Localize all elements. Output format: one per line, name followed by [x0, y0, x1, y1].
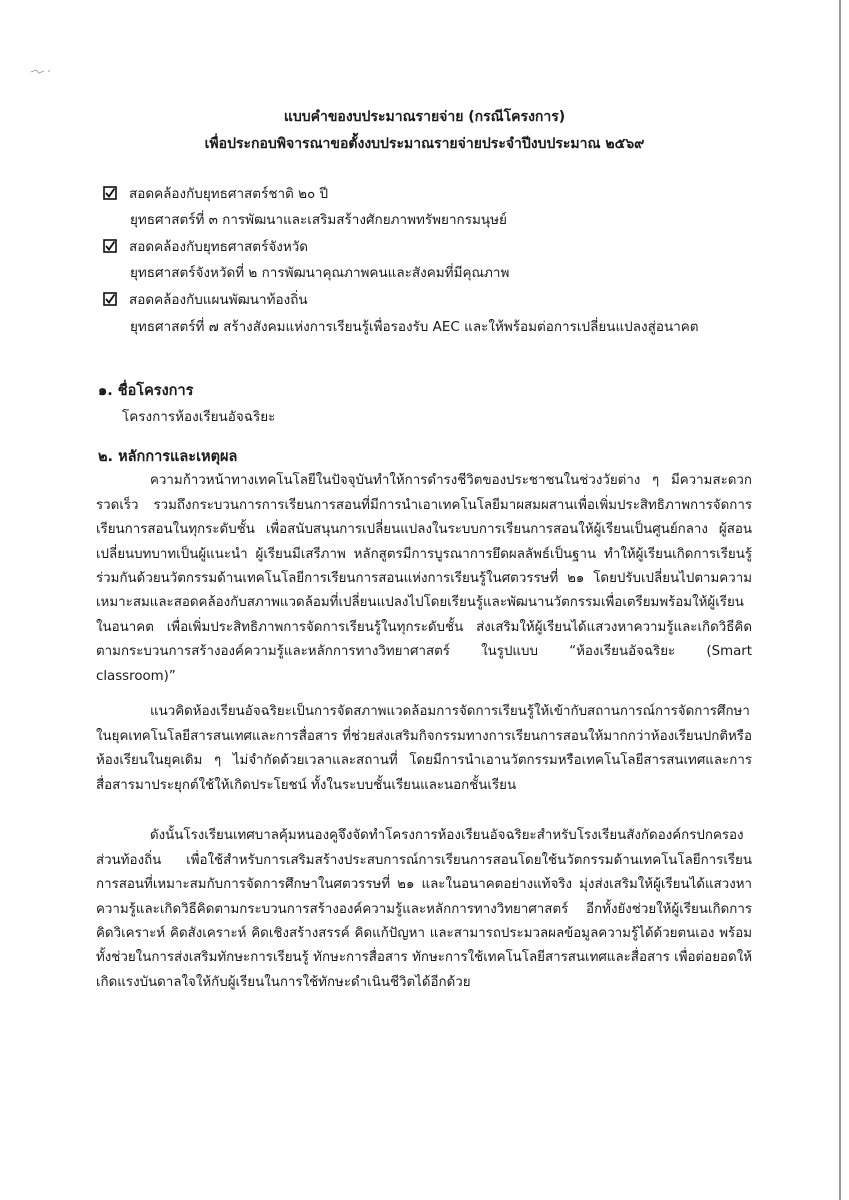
scan-speck-marks [30, 66, 54, 76]
rationale-paragraph: แนวคิดห้องเรียนอัจฉริยะเป็นการจัดสภาพแวดล้อมการจัดการเรียนรู้ให้เข้ากับสถานการณ์การจัดการศึกษาในยุคเทคโนโลยีสารสนเทศและการสื่อสาร ที่ช่วยส่งเสริมกิจกรรมทางการเรียนการสอนให้มากกว่าห้องเรียนปกติหรือห้องเรียนในยุคเดิม ๆ ไม่จำกัดด้วยเวลาและสถานที่ โดยมีการนำเอานวัตกรรมหรือเทคโนโลยีสารสนเทศและการสื่อสารมาประยุกต์ใช้ให้เกิดประโยชน์ ทั้งในระบบชั้นเรียนและนอกชั้นเรียน [96, 704, 752, 793]
checklist-label: สอดคล้องกับยุทธศาสตร์ชาติ ๒๐ ปี [129, 186, 329, 202]
checklist-detail: ยุทธศาสตร์ที่ ๗ สร้างสังคมแห่งการเรียนรู้เพื่อรองรับ AEC และให้พร้อมต่อการเปลี่ยนแปลงสู่อนาคต [130, 319, 699, 335]
rationale-paragraph: ดังนั้นโรงเรียนเทศบาลคุ้มหนองคูจึงจัดทำโครงการห้องเรียนอัจฉริยะสำหรับโรงเรียนสังกัดองค์กรปกครองส่วนท้องถิ่น เพื่อใช้สำหรับการเสริมสร้างประสบการณ์การเรียนการสอนโดยใช้นวัตกรรมด้านเทคโนโลยีการเรียนการสอนที่เหมาะสมกับการจัดการศึกษาในศตวรรษที่ ๒๑ และในอนาคตอย่างแท้จริง มุ่งส่งเสริมให้ผู้เรียนได้แสวงหาความรู้และเกิดวิธีคิดตามกระบวนการสร้างองค์ความรู้และหลักการทางวิทยาศาสตร์ อีกทั้งยังช่วยให้ผู้เรียนเกิดการคิดวิเคราะห์ คิดสังเคราะห์ คิดเชิงสร้างสรรค์ คิดแก้ปัญหา และสามารถประมวลผลข้อมูลความรู้ได้ด้วยตนเอง พร้อมทั้งช่วยในการส่งเสริมทักษะการเรียนรู้ ทักษะการสื่อสาร ทักษะการใช้เทคโนโลยีสารสนเทศและสื่อสาร เพื่อต่อยอดให้เกิดแรงบันดาลใจให้กับผู้เรียนในการใช้ทักษะดำเนินชีวิตได้อีกด้วย [96, 828, 753, 990]
checklist-label: สอดคล้องกับยุทธศาสตร์จังหวัด [129, 239, 309, 255]
section-heading-rationale: ๒. หลักการและเหตุผล [98, 449, 238, 465]
document-subtitle: เพื่อประกอบพิจารณาขอตั้งงบประมาณรายจ่ายประจำปีงบประมาณ ๒๕๖๙ [204, 136, 645, 152]
checked-box-icon [103, 239, 117, 253]
checklist-detail: ยุทธศาสตร์จังหวัดที่ ๒ การพัฒนาคุณภาพคนและสังคมที่มีคุณภาพ [130, 265, 510, 281]
checklist-detail: ยุทธศาสตร์ที่ ๓ การพัฒนาและเสริมสร้างศักยภาพทรัพยากรมนุษย์ [130, 212, 507, 228]
checked-box-icon [103, 292, 117, 306]
project-name: โครงการห้องเรียนอัจฉริยะ [122, 409, 276, 425]
checklist-item-local-plan [103, 288, 308, 310]
document-title: แบบคำของบประมาณรายจ่าย (กรณีโครงการ) [283, 109, 566, 125]
checklist-item-national-strategy [103, 182, 328, 204]
checklist-item-provincial-strategy [103, 235, 308, 257]
rationale-paragraph: ความก้าวหน้าทางเทคโนโลยีในปัจจุบันทำให้การดำรงชีวิตของประชาชนในช่วงวัยต่าง ๆ มีความสะดวก รวดเร็ว รวมถึงกระบวนการการเรียนการสอนที่มีการนำเอาเทคโนโลยีมาผสมผสานเพื่อเพิ่มประสิทธิภาพการจัดการเรียนการสอนในทุกระดับชั้น เพื่อสนับสนุนการเปลี่ยนแปลงในระบบการเรียนการสอนให้ผู้เรียนเป็นศูนย์กลาง ผู้สอนเปลี่ยนบทบาทเป็นผู้แนะนำ ผู้เรียนมีเสรีภาพ หลักสูตรมีการบูรณาการยึดผลลัพธ์เป็นฐาน ทำให้ผู้เรียนเกิดการเรียนรู้ร่วมกันด้วยนวัตกรรมด้านเทคโนโลยีการเรียนการสอนแห่งการเรียนรู้ในศตวรรษที่ ๒๑ โดยปรับเปลี่ยนไปตามความเหมาะสมและสอดคล้องกับสภาพแวดล้อมที่เปลี่ยนแปลงไปโดยเรียนรู้และพัฒนานวัตกรรมเพื่อเตรียมพร้อมให้ผู้เรียนในอนาคต เพื่อเพิ่มประสิทธิภาพการจัดการเรียนรู้ในทุกระดับชั้น ส่งเสริมให้ผู้เรียนได้แสวงหาความรู้และเกิดวิธีคิดตามกระบวนการสร้างองค์ความรู้และหลักการทางวิทยาศาสตร์ ในรูปแบบ “ห้องเรียนอัจฉริยะ (Smart classroom)” [96, 473, 752, 684]
checked-box-icon [103, 186, 117, 200]
scan-border-line [839, 0, 841, 1200]
section-heading-project-name: ๑. ชื่อโครงการ [98, 383, 194, 399]
checklist-label: สอดคล้องกับแผนพัฒนาท้องถิ่น [129, 292, 308, 308]
